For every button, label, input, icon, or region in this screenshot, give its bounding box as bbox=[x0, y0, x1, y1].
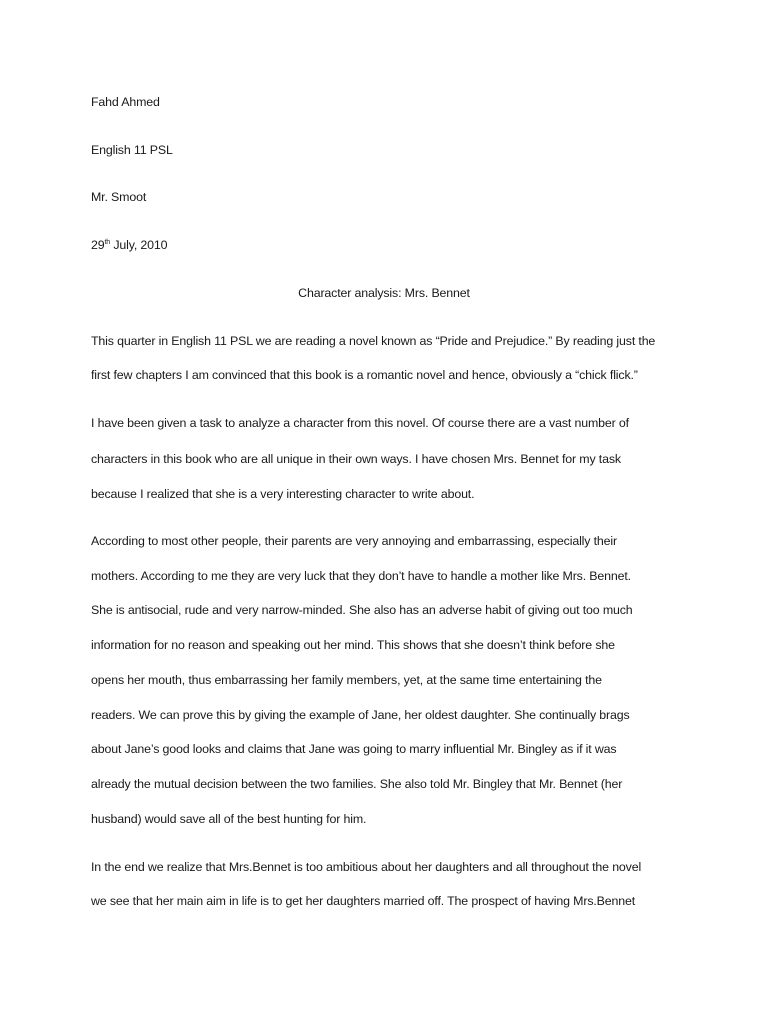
paragraph-1-line-2: first few chapters I am convinced that this book is a romantic novel and hence, obviously a “chick flick.” bbox=[91, 368, 638, 382]
essay-date bbox=[91, 237, 167, 253]
paragraph-2-line-1: I have been given a task to analyze a character from this novel. Of course there are a vast number of bbox=[91, 416, 629, 430]
author-name: Fahd Ahmed bbox=[91, 95, 160, 109]
date-rest: July, 2010 bbox=[110, 238, 168, 252]
paragraph-4-line-2: we see that her main aim in life is to get her daughters married off. The prospect of having Mrs.Bennet bbox=[91, 894, 636, 908]
course-name: English 11 PSL bbox=[91, 143, 173, 157]
paragraph-3-line-4: information for no reason and speaking out her mind. This shows that she doesn’t think before she bbox=[91, 638, 615, 652]
paragraph-4-line-1: In the end we realize that Mrs.Bennet is too ambitious about her daughters and all throughout the novel bbox=[91, 860, 642, 874]
paragraph-3-line-5: opens her mouth, thus embarrassing her family members, yet, at the same time entertaining the bbox=[91, 673, 602, 687]
paragraph-3-line-1: According to most other people, their parents are very annoying and embarrassing, especially their bbox=[91, 534, 617, 548]
paragraph-3-line-3: She is antisocial, rude and very narrow-minded. She also has an adverse habit of giving out too much bbox=[91, 603, 633, 617]
paragraph-3-line-2: mothers. According to me they are very luck that they don’t have to handle a mother like Mrs. Bennet. bbox=[91, 569, 631, 583]
paragraph-1-line-1: This quarter in English 11 PSL we are reading a novel known as “Pride and Prejudice.” By reading just the bbox=[91, 334, 656, 348]
date-suffix: th bbox=[104, 238, 111, 246]
paragraph-3-line-7: about Jane’s good looks and claims that Jane was going to marry influential Mr. Bingley as if it was bbox=[91, 742, 617, 756]
teacher-name: Mr. Smoot bbox=[91, 190, 147, 204]
paragraph-3-line-8: already the mutual decision between the two families. She also told Mr. Bingley that Mr. Bennet (her bbox=[91, 777, 623, 791]
paragraph-2-line-3: because I realized that she is a very interesting character to write about. bbox=[91, 487, 475, 501]
paragraph-2-line-2: characters in this book who are all unique in their own ways. I have chosen Mrs. Bennet for my task bbox=[91, 452, 621, 466]
essay-title: Character analysis: Mrs. Bennet bbox=[298, 286, 470, 300]
paragraph-3-line-9: husband) would save all of the best hunting for him. bbox=[91, 812, 367, 826]
paragraph-3-line-6: readers. We can prove this by giving the example of Jane, her oldest daughter. She continually brags bbox=[91, 708, 630, 722]
date-day: 29 bbox=[91, 238, 105, 252]
